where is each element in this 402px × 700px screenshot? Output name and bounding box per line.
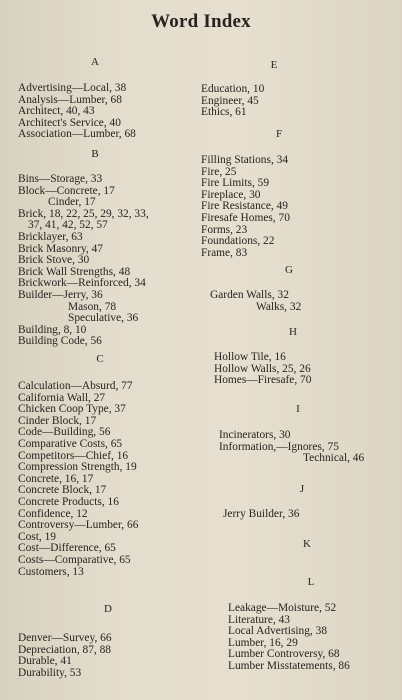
section-letter-b: B bbox=[91, 148, 99, 160]
index-entry: Hollow Tile, 16 bbox=[214, 351, 286, 363]
section-letter-l: L bbox=[307, 576, 315, 588]
index-entry: Durability, 53 bbox=[18, 666, 82, 679]
index-entry: Competitors—Chief, 16 bbox=[18, 449, 129, 462]
index-entry: Homes—Firesafe, 70 bbox=[214, 374, 312, 387]
section-letter-c: C bbox=[96, 353, 104, 365]
section-a bbox=[18, 83, 204, 141]
section-l bbox=[228, 603, 401, 673]
index-entry: Controversy—Lumber, 66 bbox=[18, 519, 139, 532]
index-entry: Leakage—Moisture, 52 bbox=[228, 602, 337, 614]
index-entry: Bricklayer, 63 bbox=[18, 230, 83, 243]
index-entry: Hollow Walls, 25, 26 bbox=[214, 362, 311, 375]
section-d bbox=[18, 633, 204, 679]
section-letter-h: H bbox=[289, 326, 297, 338]
index-entry: Building Code, 56 bbox=[18, 335, 102, 348]
index-entry: Fire Resistance, 49 bbox=[201, 200, 288, 213]
index-entry: Concrete Products, 16 bbox=[18, 495, 119, 508]
index-entry: Concrete Block, 17 bbox=[18, 484, 107, 497]
section-j bbox=[223, 509, 401, 521]
index-entry: Analysis—Lumber, 68 bbox=[18, 93, 122, 106]
index-entry: California Wall, 27 bbox=[18, 391, 106, 404]
index-entry: Brick Masonry, 47 bbox=[18, 242, 103, 255]
index-entry: Foundations, 22 bbox=[201, 235, 275, 248]
index-entry: Confidence, 12 bbox=[18, 507, 88, 520]
index-entry: Ethics, 61 bbox=[201, 106, 247, 119]
index-entry: Builder—Jerry, 36 bbox=[18, 288, 103, 301]
section-i bbox=[219, 430, 401, 465]
section-f bbox=[201, 155, 401, 259]
section-letter-a: A bbox=[91, 56, 99, 68]
index-entry: Building, 8, 10 bbox=[18, 323, 87, 336]
index-entry: Compression Strength, 19 bbox=[18, 461, 137, 474]
index-entry: Literature, 43 bbox=[228, 613, 290, 626]
section-letter-d: D bbox=[104, 603, 112, 615]
index-entry: Local Advertising, 38 bbox=[228, 625, 328, 638]
section-letter-e: E bbox=[270, 59, 278, 71]
index-entry: Jerry Builder, 36 bbox=[223, 508, 300, 520]
index-entry: Filling Stations, 34 bbox=[201, 154, 289, 166]
index-entry: Architect, 40, 43 bbox=[18, 105, 95, 118]
index-entry: Fire, 25 bbox=[201, 165, 237, 178]
index-entry: Education, 10 bbox=[201, 83, 265, 95]
index-entry: Brick Stove, 30 bbox=[18, 254, 90, 267]
section-letter-i: I bbox=[296, 403, 300, 415]
index-subentry: Mason, 78 bbox=[68, 300, 117, 313]
index-entry: Cost—Difference, 65 bbox=[18, 542, 116, 555]
right-column bbox=[201, 0, 401, 700]
section-letter-g: G bbox=[285, 264, 293, 276]
index-entry: Brickwork—Reinforced, 34 bbox=[18, 277, 146, 290]
index-entry: Engineer, 45 bbox=[201, 94, 259, 107]
index-entry: Architect's Service, 40 bbox=[18, 116, 121, 129]
index-entry: Lumber Misstatements, 86 bbox=[228, 659, 350, 672]
index-entry: Cost, 19 bbox=[18, 530, 56, 543]
index-entry: Garden Walls, 32 bbox=[210, 289, 289, 301]
index-entry: Frame, 83 bbox=[201, 246, 248, 259]
index-entry: Bins—Storage, 33 bbox=[18, 173, 103, 185]
index-continuation: 37, 41, 42, 52, 57 bbox=[28, 219, 108, 232]
index-entry: Advertising—Local, 38 bbox=[18, 82, 127, 94]
index-entry: Fireplace, 30 bbox=[201, 188, 261, 201]
index-entry: Code—Building, 56 bbox=[18, 426, 111, 439]
index-entry: Calculation—Absurd, 77 bbox=[18, 380, 133, 392]
left-column bbox=[18, 0, 204, 700]
index-entry: Costs—Comparative, 65 bbox=[18, 553, 131, 566]
index-entry: Depreciation, 87, 88 bbox=[18, 643, 111, 656]
section-letter-f: F bbox=[275, 128, 283, 140]
index-entry: Concrete, 16, 17 bbox=[18, 472, 94, 485]
index-entry: Brick Wall Strengths, 48 bbox=[18, 265, 131, 278]
index-entry: Incinerators, 30 bbox=[219, 429, 291, 441]
section-h bbox=[214, 352, 401, 387]
index-entry: Brick, 18, 22, 25, 29, 32, 33, bbox=[18, 207, 149, 220]
index-subentry: Speculative, 36 bbox=[68, 312, 139, 325]
index-subentry: Technical, 46 bbox=[303, 452, 365, 465]
index-entry: Lumber, 16, 29 bbox=[228, 636, 298, 649]
index-entry: Firesafe Homes, 70 bbox=[201, 211, 290, 224]
index-entry: Cinder Block, 17 bbox=[18, 414, 97, 427]
section-b bbox=[18, 174, 204, 348]
index-subentry: Cinder, 17 bbox=[48, 196, 96, 209]
section-g bbox=[210, 290, 401, 313]
section-c bbox=[18, 381, 204, 578]
page-title: Word Index bbox=[151, 11, 251, 32]
index-entry: Forms, 23 bbox=[201, 223, 248, 236]
index-entry: Association—Lumber, 68 bbox=[18, 128, 136, 141]
index-entry: Comparative Costs, 65 bbox=[18, 437, 123, 450]
index-entry: Customers, 13 bbox=[18, 565, 84, 578]
index-entry: Denver—Survey, 66 bbox=[18, 632, 112, 644]
index-entry: Lumber Controversy, 68 bbox=[228, 648, 340, 661]
index-entry: Fire Limits, 59 bbox=[201, 177, 270, 190]
index-entry: Chicken Coop Type, 37 bbox=[18, 403, 126, 416]
index-entry: Durable, 41 bbox=[18, 655, 72, 668]
section-letter-k: K bbox=[303, 538, 311, 550]
section-e bbox=[201, 84, 401, 119]
index-entry: Block—Concrete, 17 bbox=[18, 184, 115, 197]
index-subentry: Walks, 32 bbox=[256, 300, 302, 313]
index-entry: Information,—Ignores, 75 bbox=[219, 440, 339, 453]
section-letter-j: J bbox=[299, 483, 305, 495]
